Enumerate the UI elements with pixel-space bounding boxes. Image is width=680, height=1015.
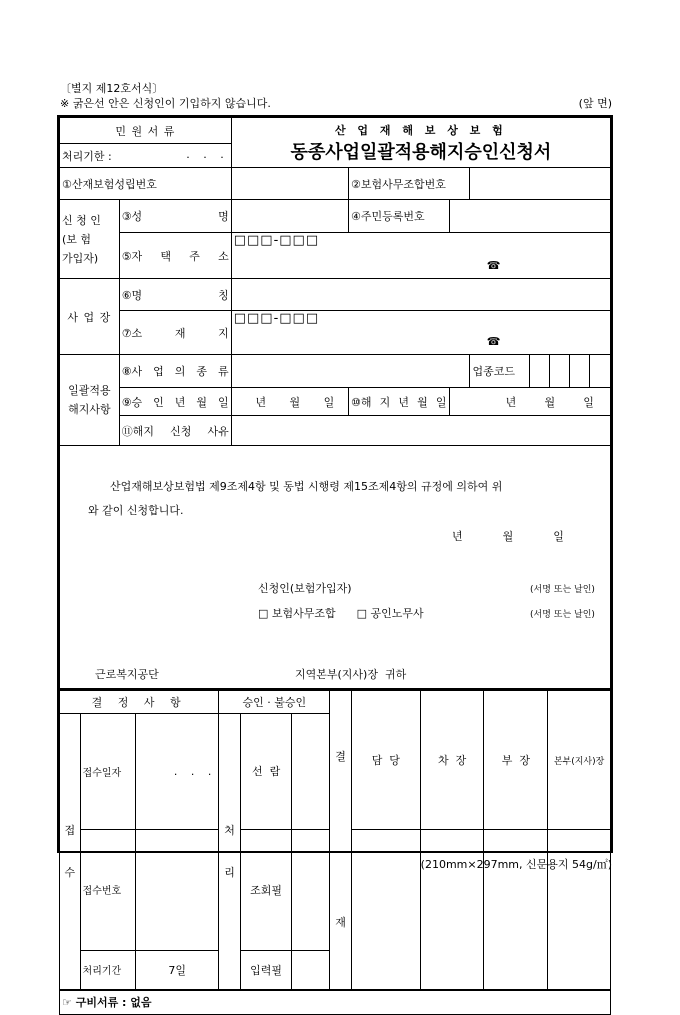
input-label: 입력필 xyxy=(240,950,291,990)
industry-code-digit[interactable] xyxy=(589,355,610,388)
industry-code-digit[interactable] xyxy=(530,355,550,388)
termination-group-label: 일괄적용 해지사항 xyxy=(60,355,120,446)
month-unit: 월 xyxy=(289,395,301,409)
form-notice: ※ 굵은선 안은 신청인이 기입하지 않습니다. xyxy=(60,97,271,110)
receipt-number-label: 접수번호 xyxy=(80,830,136,951)
page-side-label: (앞 면) xyxy=(578,97,612,110)
applicant-rrn-label: ④주민등록번호 xyxy=(349,200,450,233)
approver-staff: 담 당 xyxy=(351,690,420,830)
form-main-table xyxy=(59,117,611,689)
phone-icon: ☎ xyxy=(486,335,501,348)
receipt-column-label xyxy=(60,713,81,990)
input-field[interactable] xyxy=(292,950,330,990)
day-unit: 일 xyxy=(323,395,335,409)
process-column-label xyxy=(219,713,241,990)
workplace-name-label: ⑥명 칭 xyxy=(119,279,231,311)
form-number: 〔별지 제12호서식〕 xyxy=(60,82,164,95)
year-unit: 년 xyxy=(452,530,463,543)
agent-number-label: ②보험사무조합번호 xyxy=(349,168,470,200)
receipt-char-2: 수 xyxy=(64,866,76,880)
applicant-name-label: ③성 명 xyxy=(119,200,231,233)
insurance-number-label: ①산재보험성립번호 xyxy=(60,168,232,200)
workplace-postcode: □□□-□□□ xyxy=(233,311,320,326)
inquiry-field[interactable] xyxy=(292,830,330,951)
deadline-cell xyxy=(60,144,232,168)
deadline-label: 처리기한 : xyxy=(62,149,112,163)
signature-note[interactable]: (서명 또는 날인) xyxy=(530,610,595,620)
declaration-line-1: 산업재해보상보험법 제9조제4항 및 동법 시행령 제15조제4항의 규정에 의하여 위 xyxy=(110,480,503,493)
industry-code-digit[interactable] xyxy=(569,355,589,388)
process-char-1: 처 xyxy=(224,824,235,838)
declaration-line-2: 와 같이 신청합니다. xyxy=(88,504,184,517)
inquiry-label: 조회필 xyxy=(240,830,291,951)
declaration-block xyxy=(60,446,611,689)
approver-director-sign[interactable] xyxy=(548,830,611,991)
select-field[interactable] xyxy=(292,713,330,830)
form-title: 동종사업일괄적용해지승인신청서 xyxy=(290,141,552,163)
receipt-number-field[interactable] xyxy=(136,830,219,951)
year-unit: 년 xyxy=(505,395,517,409)
termination-reason-label: ⑪해지 신청 사유 xyxy=(119,416,231,446)
approver-manager-sign[interactable] xyxy=(484,830,548,991)
signature-note[interactable]: (서명 또는 날인) xyxy=(530,585,595,595)
industry-code-label: 업종코드 xyxy=(470,355,530,388)
approver-deputy: 차 장 xyxy=(420,690,484,830)
phone-icon: ☎ xyxy=(486,259,501,272)
approval-char-2: 재 xyxy=(335,916,346,929)
day-unit: 일 xyxy=(553,530,564,543)
receipt-date-value[interactable]: . . . xyxy=(136,713,219,830)
agent-options[interactable]: □ 보험사무조합 □ 공인노무사 xyxy=(258,607,424,620)
approval-header: 승인 · 불승인 xyxy=(219,690,330,713)
process-period-value: 7일 xyxy=(136,950,219,990)
approver-director: 본부(지사)장 xyxy=(548,690,611,830)
approval-char-1: 결 xyxy=(335,750,346,763)
process-char-2: 리 xyxy=(224,866,235,880)
recipient: 지역본부(지사)장 귀하 xyxy=(295,668,407,681)
receipt-char-1: 접 xyxy=(64,824,76,838)
organization-name: 근로복지공단 xyxy=(95,668,159,681)
workplace-group-label: 사 업 장 xyxy=(60,279,120,355)
workplace-location-field[interactable] xyxy=(231,311,610,355)
approval-date-label: ⑨승 인 년 월 일 xyxy=(119,388,231,416)
form-title-cell xyxy=(231,118,610,168)
biz-type-field[interactable] xyxy=(231,355,470,388)
select-label: 선 람 xyxy=(240,713,291,830)
document-type-label: 민 원 서 류 xyxy=(60,118,232,144)
termination-reason-field[interactable] xyxy=(231,416,610,446)
approver-staff-sign[interactable] xyxy=(351,830,420,991)
deadline-value: . . . xyxy=(186,147,229,161)
month-unit: 월 xyxy=(502,530,514,543)
process-period-label: 처리기간 xyxy=(80,950,136,990)
industry-code-digit[interactable] xyxy=(550,355,570,388)
workplace-location-label: ⑦소 재 지 xyxy=(119,311,231,355)
processing-table xyxy=(59,689,611,1015)
insurance-number-field[interactable] xyxy=(231,168,348,200)
applicant-name-field[interactable] xyxy=(231,200,348,233)
month-unit: 월 xyxy=(544,395,556,409)
required-docs-row xyxy=(60,990,611,1014)
biz-type-label: ⑧사 업 의 종 류 xyxy=(119,355,231,388)
applicant-rrn-field[interactable] xyxy=(449,200,610,233)
applicant-address-field[interactable] xyxy=(231,233,610,279)
approver-deputy-sign[interactable] xyxy=(420,830,484,991)
approver-manager: 부 장 xyxy=(484,690,548,830)
applicant-postcode: □□□-□□□ xyxy=(233,233,320,248)
year-unit: 년 xyxy=(255,395,267,409)
day-unit: 일 xyxy=(583,395,594,409)
form-title-small: 산 업 재 해 보 상 보 험 xyxy=(334,123,507,137)
termination-date-label: ⑩해 지 년 월 일 xyxy=(349,388,450,416)
receipt-date-label: 접수일자 xyxy=(80,713,136,830)
required-docs: ☞ 구비서류 : 없음 xyxy=(62,996,152,1010)
workplace-name-field[interactable] xyxy=(231,279,610,311)
approval-date-field[interactable] xyxy=(231,388,348,416)
approval-column-label xyxy=(330,690,352,990)
agent-number-field[interactable] xyxy=(470,168,611,200)
paper-spec: (210mm×297mm, 신문용지 54g/㎡) xyxy=(420,858,612,871)
declaration-date[interactable] xyxy=(452,528,564,544)
termination-date-field[interactable] xyxy=(449,388,610,416)
decision-header: 결 정 사 항 xyxy=(60,690,219,713)
applicant-group-label: 신 청 인 (보 험 가입자) xyxy=(60,200,120,279)
applicant-sign-label: 신청인(보험가입자) xyxy=(258,582,352,595)
applicant-address-label: ⑤자 택 주 소 xyxy=(119,233,231,279)
